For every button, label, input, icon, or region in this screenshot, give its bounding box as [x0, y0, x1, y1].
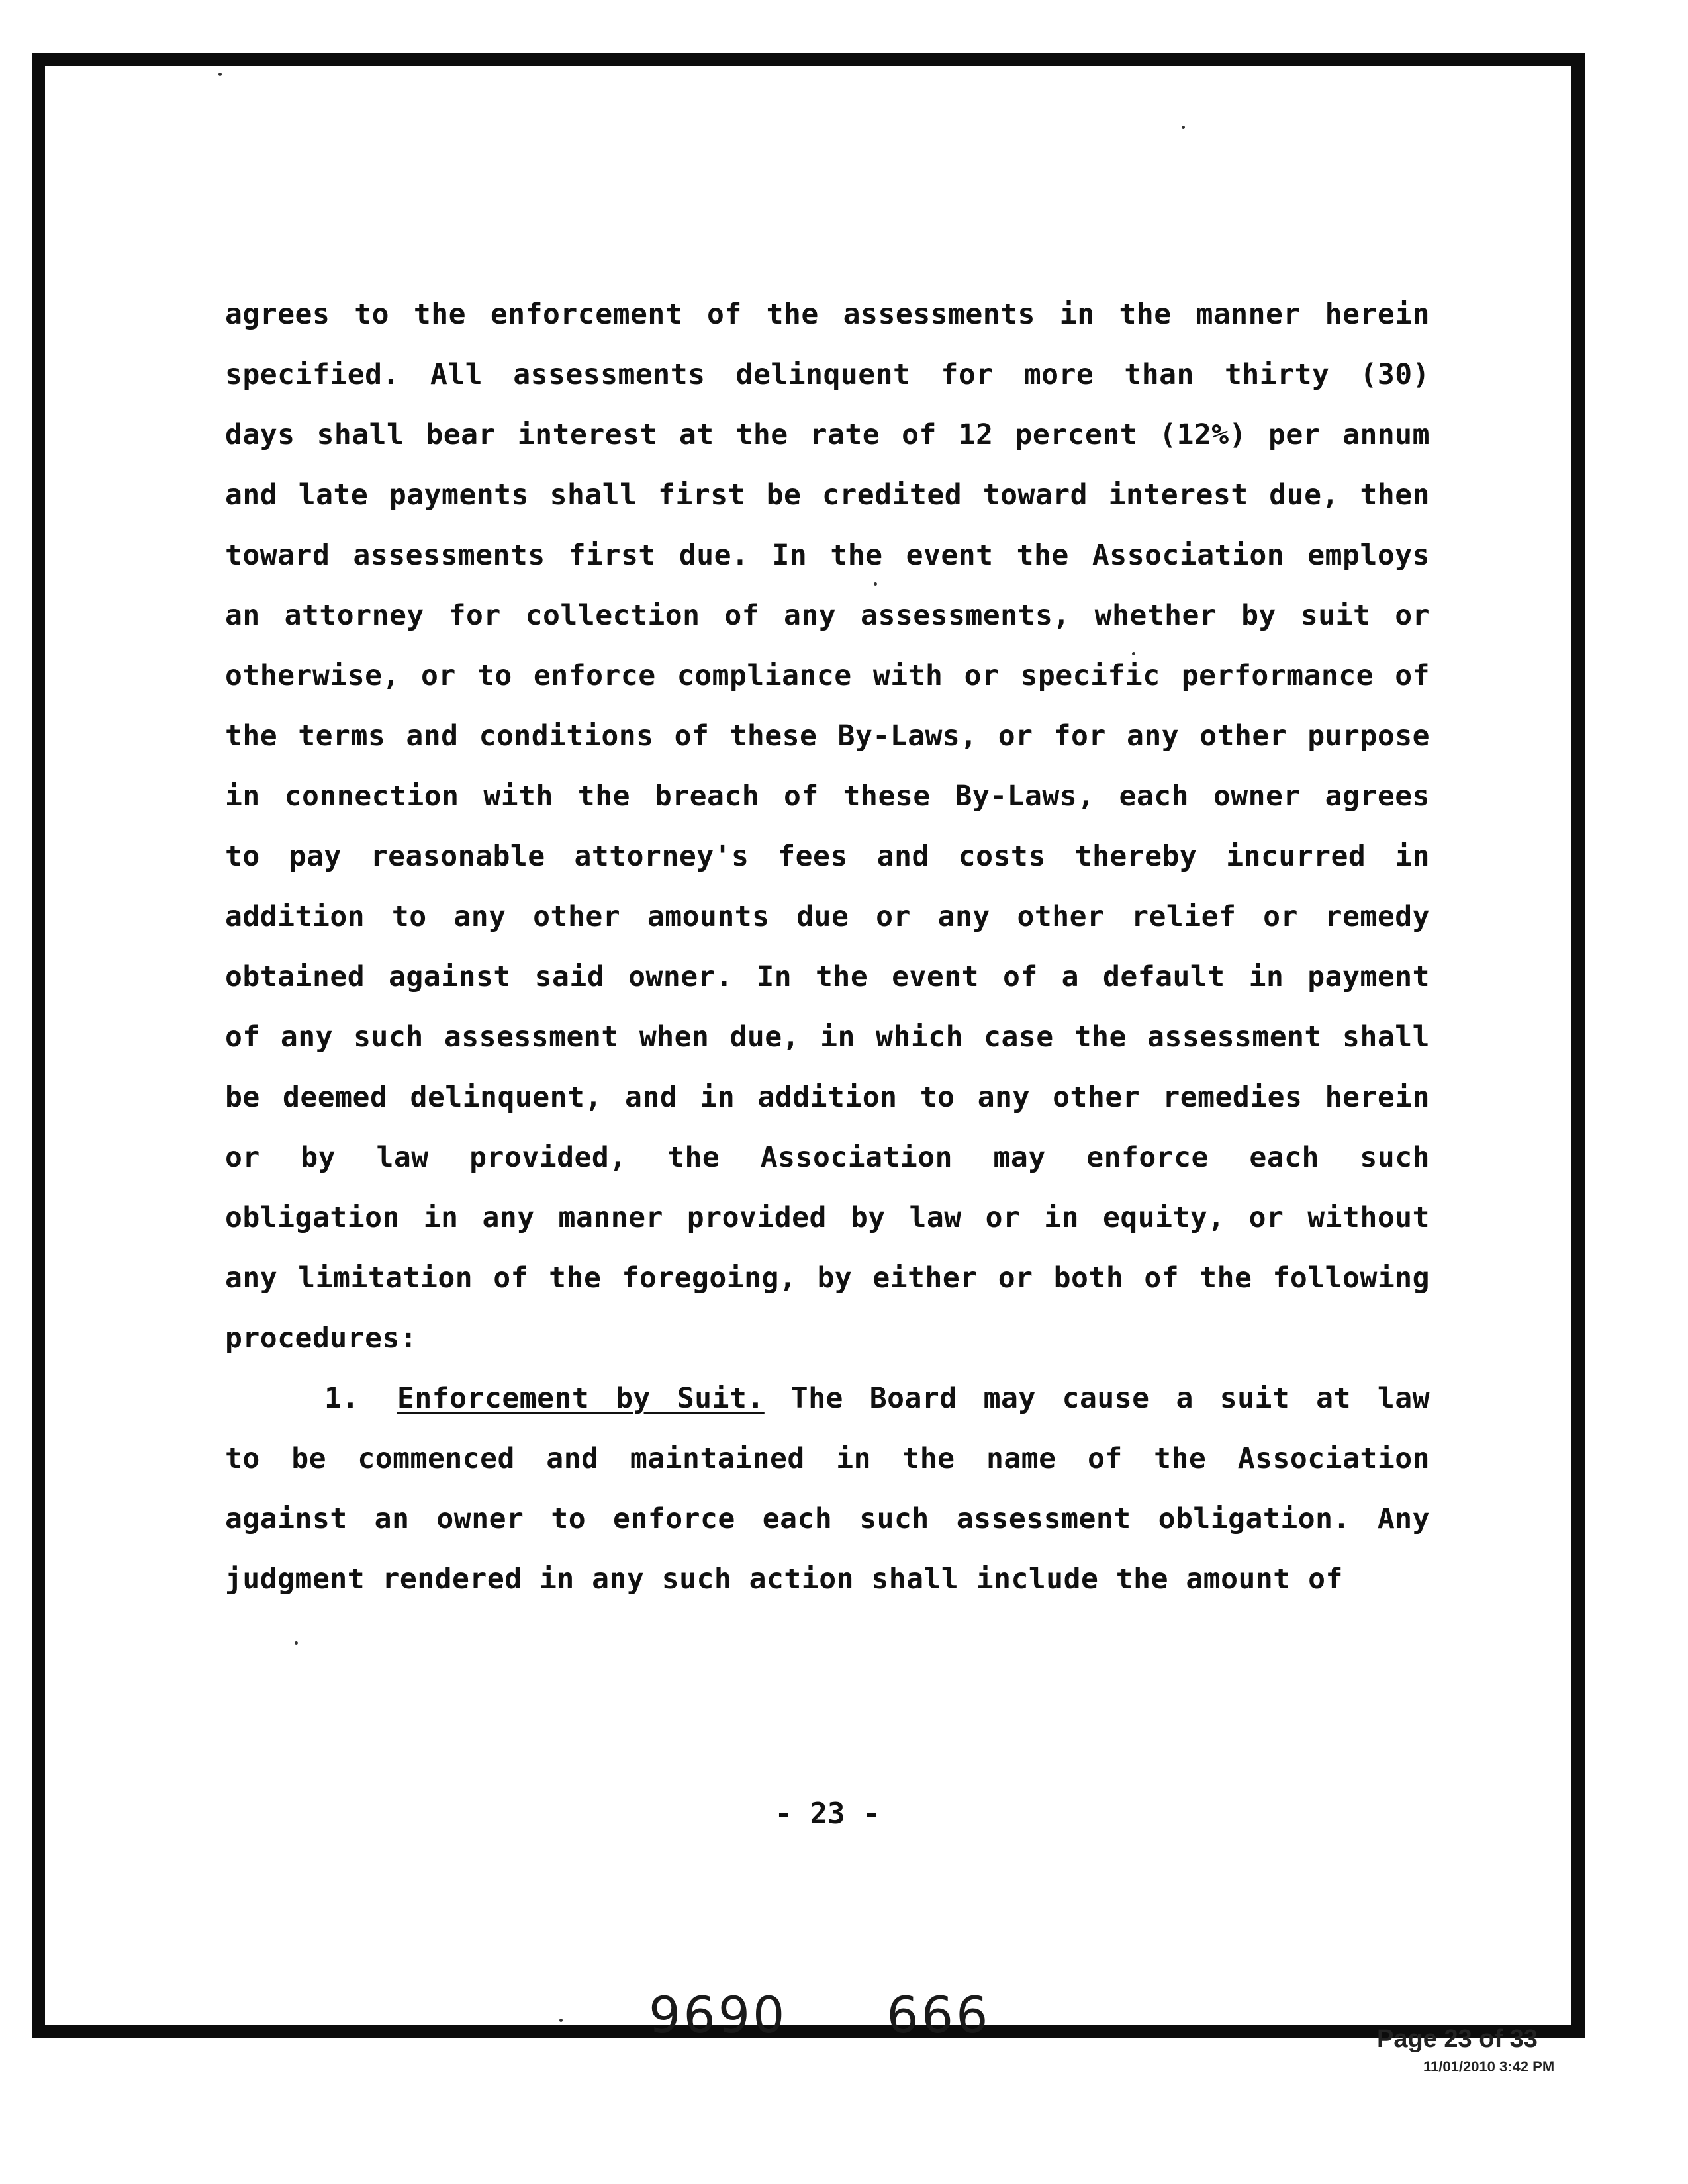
- text-line: days shall bear interest at the rate of 12 percent (12%) per annum: [225, 418, 1430, 451]
- text-line: procedures:: [225, 1322, 418, 1355]
- text-line: judgment rendered in any such action shall include the amount of: [225, 1563, 1343, 1596]
- book-number: 9690: [649, 1985, 788, 2044]
- text-line: toward assessments first due. In the event the Association employs: [225, 539, 1430, 572]
- scan-speck: [295, 1641, 298, 1645]
- text-line: addition to any other amounts due or any other relief or remedy: [225, 900, 1430, 933]
- text-line: otherwise, or to enforce compliance with or specific performance of: [225, 659, 1430, 692]
- text-line: be deemed delinquent, and in addition to any other remedies herein: [225, 1081, 1430, 1114]
- text-line: to be commenced and maintained in the name of the Association: [225, 1442, 1430, 1475]
- list-item-heading: Enforcement by Suit.: [397, 1382, 765, 1415]
- text-line: specified. All assessments delinquent for more than thirty (30): [225, 358, 1430, 391]
- list-item-number: 1.: [324, 1382, 359, 1415]
- list-item-heading-line: [225, 1369, 1430, 1429]
- page-number: - 23 -: [774, 1797, 880, 1831]
- text-line: to pay reasonable attorney's fees and costs thereby incurred in: [225, 840, 1430, 873]
- scan-speck: [218, 73, 222, 76]
- text-line: obligation in any manner provided by law or in equity, or without: [225, 1201, 1430, 1234]
- text-line: an attorney for collection of any assessments, whether by suit or: [225, 599, 1430, 632]
- recording-book-page: [649, 1985, 990, 2044]
- book-page-number: 666: [886, 1985, 991, 2044]
- text-line: obtained against said owner. In the event of a default in payment: [225, 960, 1430, 993]
- text-line: or by law provided, the Association may enforce each such: [225, 1141, 1430, 1174]
- scan-speck: [1182, 126, 1185, 129]
- page-of-label: Page 23 of 33: [1377, 2025, 1538, 2053]
- text-line: of any such assessment when due, in which case the assessment shall: [225, 1021, 1430, 1054]
- list-item-text: The Board may cause a suit at law: [790, 1382, 1430, 1415]
- text-line: agrees to the enforcement of the assessments in the manner herein: [225, 298, 1430, 331]
- text-line: the terms and conditions of these By-Laws, or for any other purpose: [225, 719, 1430, 752]
- text-line: any limitation of the foregoing, by either or both of the following: [225, 1261, 1430, 1295]
- document-body: [225, 285, 1430, 1610]
- text-line: and late payments shall first be credited toward interest due, then: [225, 478, 1430, 512]
- scan-speck: [559, 2019, 563, 2022]
- print-timestamp: 11/01/2010 3:42 PM: [1423, 2058, 1555, 2075]
- text-line: in connection with the breach of these By-Laws, each owner agrees: [225, 780, 1430, 813]
- text-line: against an owner to enforce each such assessment obligation. Any: [225, 1502, 1430, 1535]
